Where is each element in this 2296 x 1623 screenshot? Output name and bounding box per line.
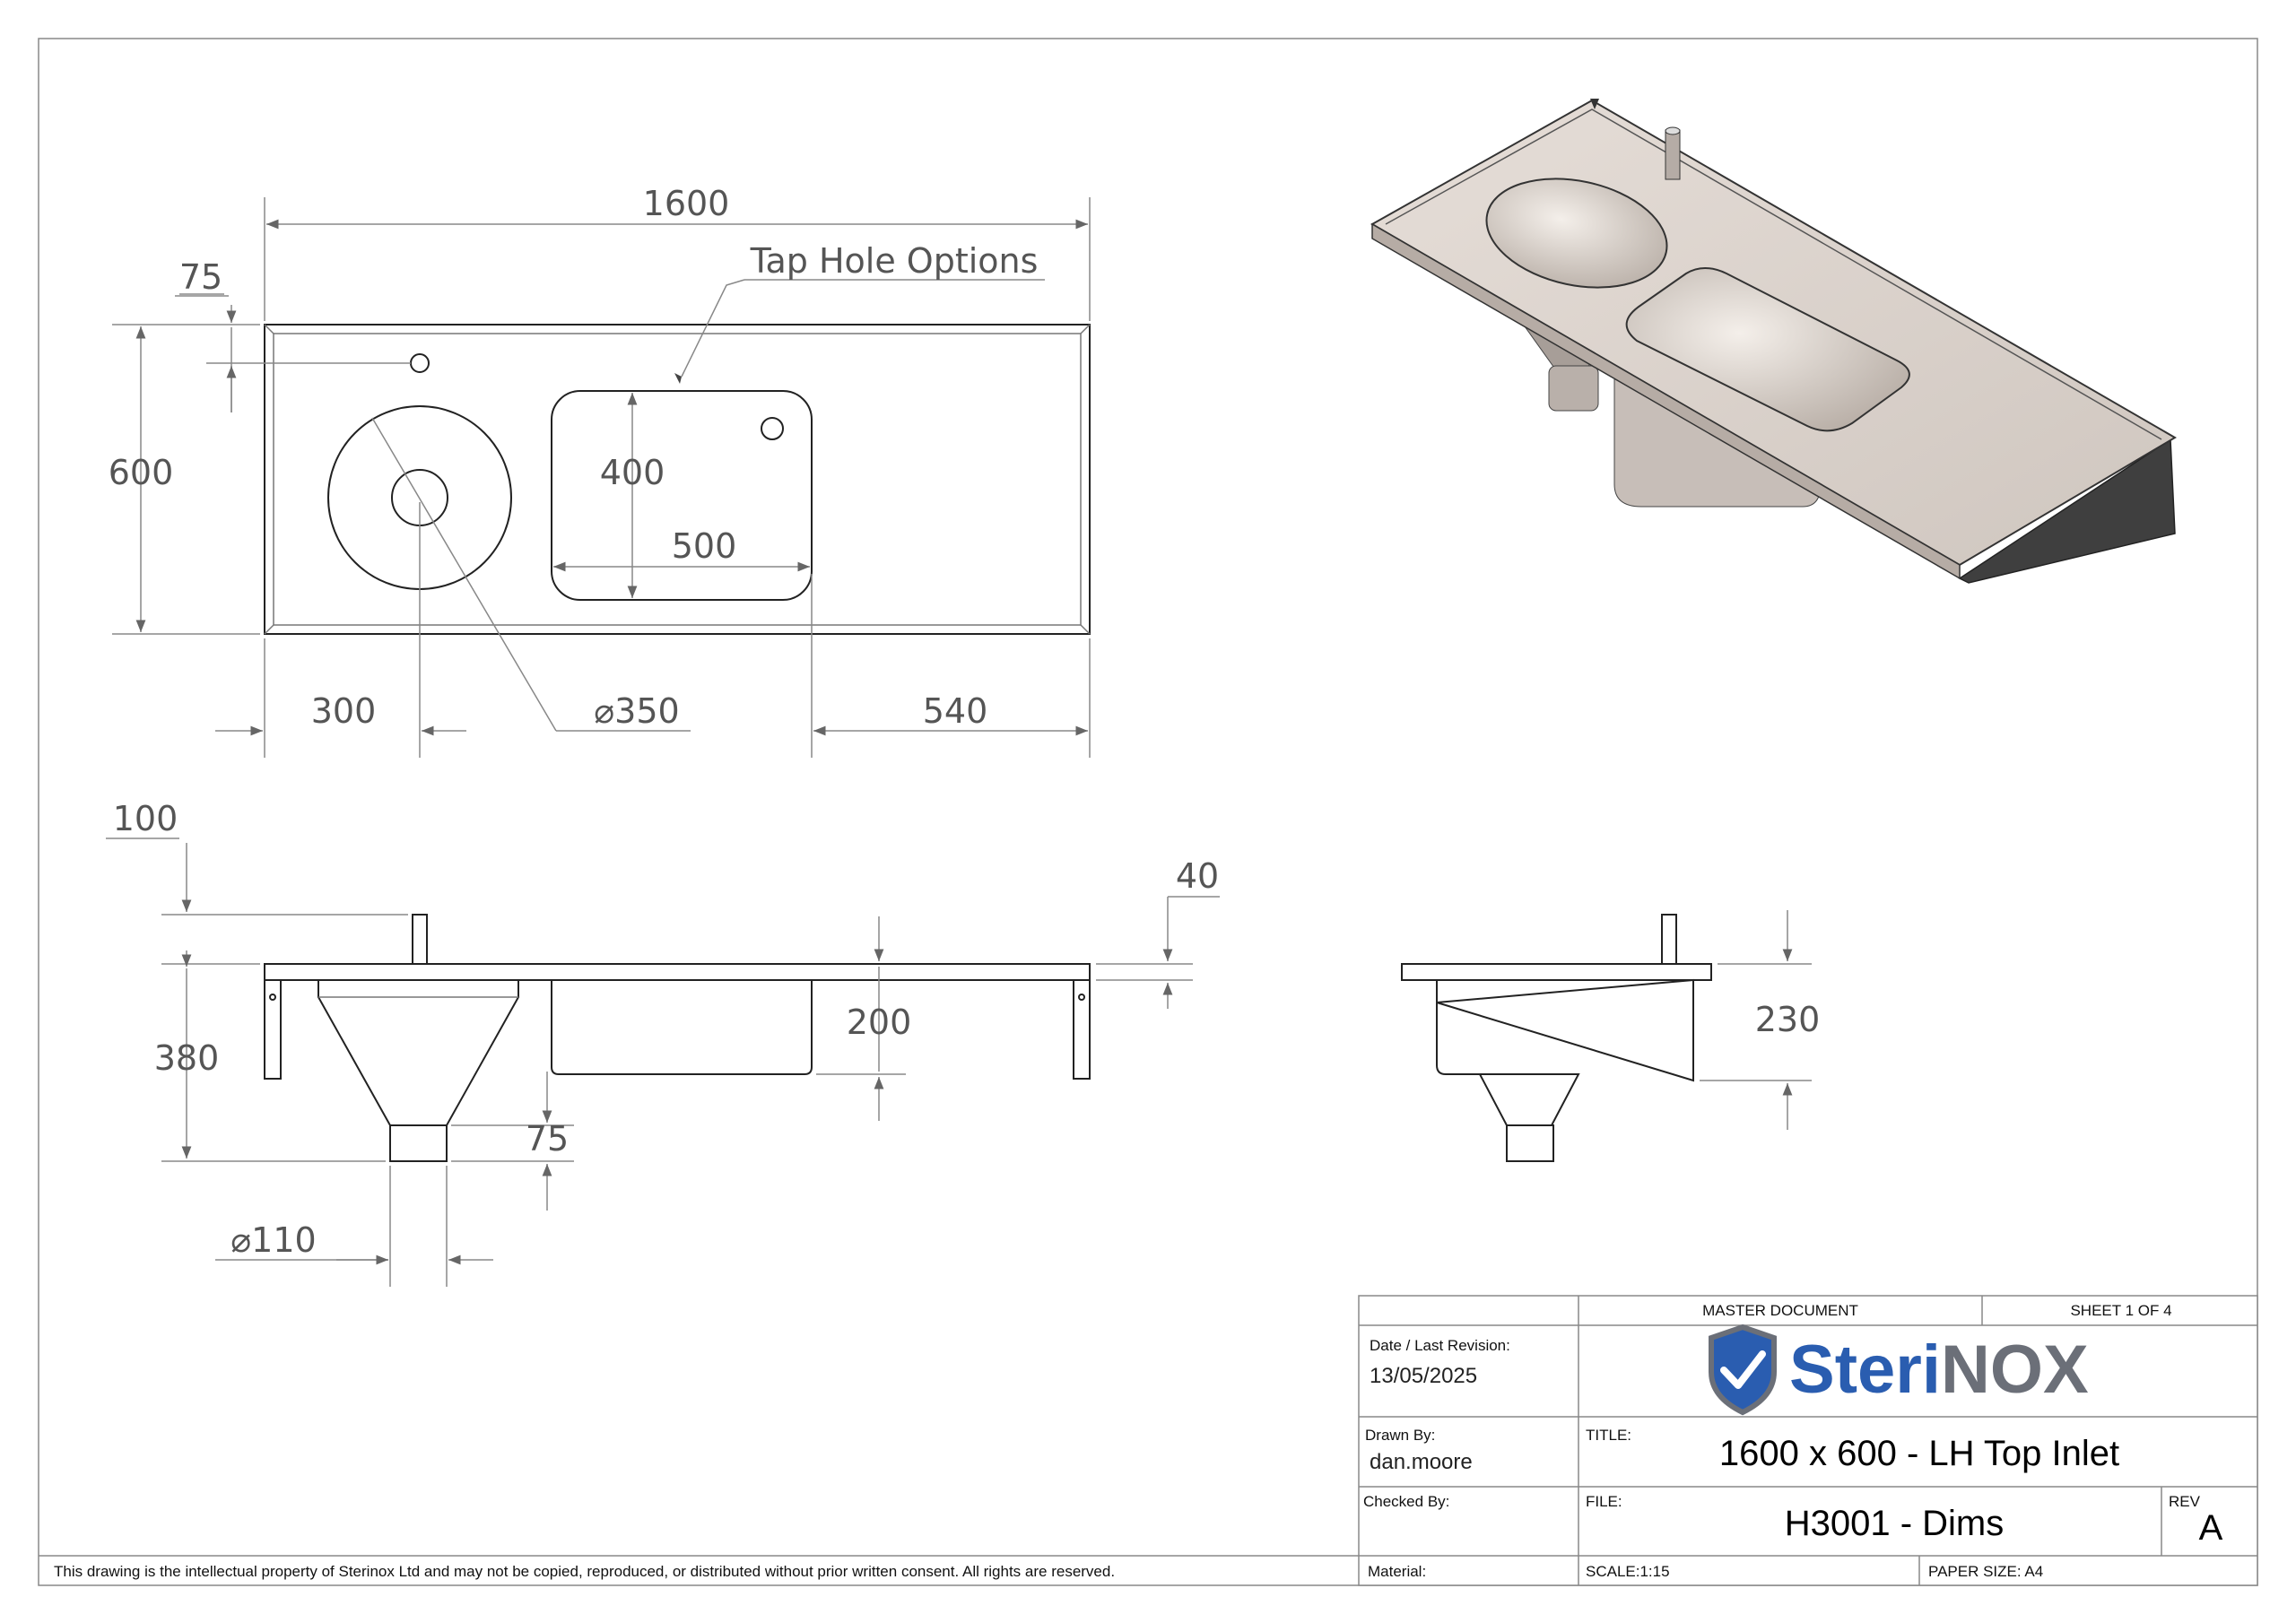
iso-tap bbox=[1665, 130, 1680, 179]
title-label: TITLE: bbox=[1586, 1427, 1632, 1444]
title-value: 1600 x 600 - LH Top Inlet bbox=[1718, 1434, 2120, 1473]
side-top bbox=[1402, 964, 1711, 980]
front-view bbox=[106, 799, 1220, 1287]
dim-bracket-height: 230 bbox=[1754, 1000, 1821, 1039]
dim-bowl-height: 400 bbox=[599, 453, 665, 492]
rev-label: REV bbox=[2169, 1493, 2200, 1510]
side-bracket bbox=[1437, 980, 1693, 1081]
side-hopper bbox=[1480, 1074, 1578, 1125]
sink-bowl bbox=[552, 391, 812, 600]
iso-outlet bbox=[1549, 366, 1598, 411]
front-hopper bbox=[318, 980, 518, 1125]
plan-outline bbox=[265, 325, 1090, 634]
file-value: H3001 - Dims bbox=[1784, 1504, 2005, 1543]
material-label: Material: bbox=[1368, 1563, 1427, 1580]
dim-overall-width: 1600 bbox=[642, 184, 730, 223]
copyright-notice: This drawing is the intellectual property of Sterinox Ltd and may not be copied, reproduced, or distributed without prior written consent. All rights are reserved. bbox=[54, 1563, 1116, 1580]
dim-hopper-diameter: ⌀350 bbox=[594, 691, 680, 731]
logo-text-steri: Steri bbox=[1789, 1332, 1941, 1408]
dim-depth: 600 bbox=[108, 453, 174, 492]
svg-text:SteriNOX bbox=[1789, 1332, 2089, 1408]
title-block bbox=[1359, 1296, 2257, 1585]
checked-by-label: Checked By: bbox=[1363, 1493, 1450, 1510]
side-tap bbox=[1662, 915, 1676, 964]
dim-outlet-length: 75 bbox=[525, 1119, 570, 1159]
front-tap bbox=[413, 915, 427, 964]
dim-drain-height: 380 bbox=[153, 1038, 220, 1078]
dim-tap-height: 100 bbox=[112, 799, 178, 838]
tap-hole-option bbox=[761, 418, 783, 439]
front-outlet bbox=[390, 1125, 447, 1161]
drawn-by-value: dan.moore bbox=[1370, 1450, 1473, 1474]
rev-value: A bbox=[2198, 1508, 2223, 1548]
file-label: FILE: bbox=[1586, 1493, 1622, 1510]
dim-tap-offset: 75 bbox=[178, 257, 223, 297]
dim-bowl-depth: 200 bbox=[846, 1002, 912, 1042]
master-document-label: MASTER DOCUMENT bbox=[1702, 1302, 1858, 1319]
drawn-by-label: Drawn By: bbox=[1365, 1427, 1436, 1444]
side-view bbox=[1402, 910, 1820, 1161]
logo-text-nox: NOX bbox=[1940, 1332, 2089, 1408]
dim-right-offset: 540 bbox=[922, 691, 988, 731]
dim-top-thickness: 40 bbox=[1175, 856, 1220, 896]
sheet-label: SHEET 1 OF 4 bbox=[2070, 1302, 2172, 1319]
tap-hole bbox=[411, 354, 429, 372]
paper-size-label: PAPER SIZE: A4 bbox=[1928, 1563, 2044, 1580]
dim-bowl-width: 500 bbox=[671, 526, 737, 566]
front-bowl bbox=[552, 980, 812, 1074]
date-value: 13/05/2025 bbox=[1370, 1364, 1478, 1388]
side-outlet bbox=[1507, 1125, 1553, 1161]
isometric-view bbox=[1372, 99, 2175, 583]
date-label: Date / Last Revision: bbox=[1370, 1337, 1510, 1354]
scale-label: SCALE:1:15 bbox=[1586, 1563, 1670, 1580]
plan-view bbox=[109, 184, 1090, 758]
front-top bbox=[265, 964, 1090, 980]
callout-tap-hole-options: Tap Hole Options bbox=[750, 241, 1039, 281]
dim-left-offset: 300 bbox=[310, 691, 377, 731]
dim-outlet-diameter: ⌀110 bbox=[230, 1220, 317, 1260]
